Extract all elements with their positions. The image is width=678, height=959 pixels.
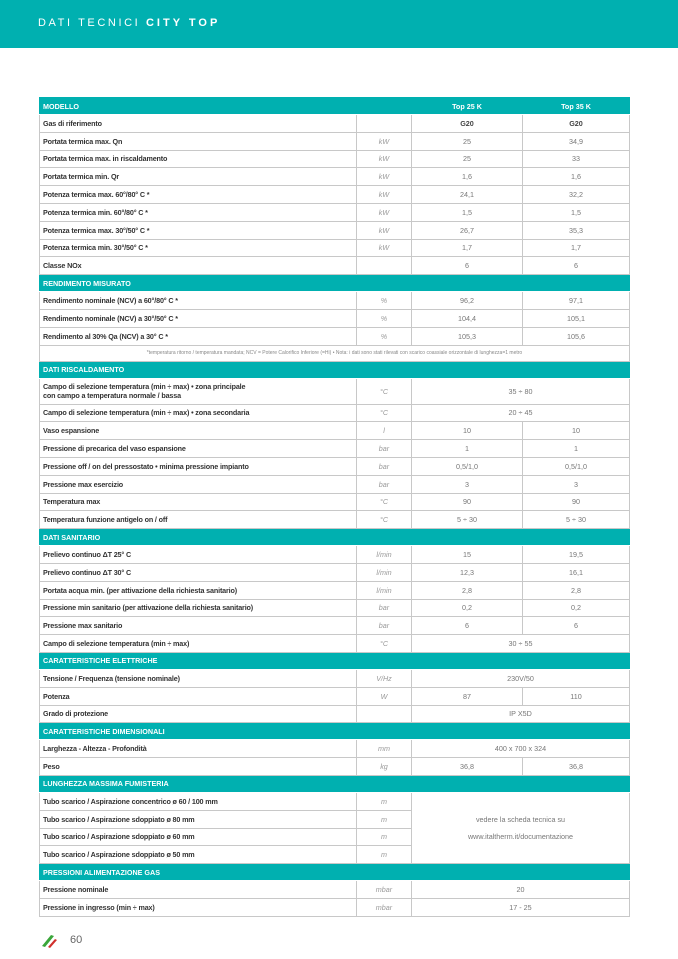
value-top35k: 1 bbox=[523, 440, 630, 458]
value-top25k: 5 ÷ 30 bbox=[412, 511, 523, 529]
value-top35k: G20 bbox=[523, 115, 630, 133]
col-header-top35k: Top 35 K bbox=[523, 98, 630, 115]
value-top25k: 1,7 bbox=[412, 239, 523, 257]
table-row bbox=[40, 115, 630, 133]
row-label bbox=[40, 257, 357, 275]
row-label-text: Tubo scarico / Aspirazione sdoppiato ø 60 mm bbox=[43, 832, 195, 842]
title-light: DATI TECNICI bbox=[38, 17, 141, 29]
value-top25k: 105,3 bbox=[412, 327, 523, 345]
value-top25k: 104,4 bbox=[412, 309, 523, 327]
row-label bbox=[40, 239, 357, 257]
section-title: DATI RISCALDAMENTO bbox=[40, 361, 630, 378]
section-title: PRESSIONI ALIMENTAZIONE GAS bbox=[40, 864, 630, 881]
value-top35k: 10 bbox=[523, 422, 630, 440]
table-row bbox=[40, 493, 630, 511]
value-top25k: 6 bbox=[412, 617, 523, 635]
table-row bbox=[40, 150, 630, 168]
row-unit: °C bbox=[357, 378, 412, 404]
row-unit: m bbox=[357, 846, 412, 864]
value-both-models: 230V/50 bbox=[412, 669, 630, 687]
row-label-text: Temperatura max bbox=[43, 497, 101, 507]
table-row bbox=[40, 669, 630, 687]
col-header-top25k: Top 25 K bbox=[412, 98, 523, 115]
value-top25k: 24,1 bbox=[412, 186, 523, 204]
row-label-text: Pressione nominale bbox=[43, 884, 109, 894]
row-label-text: Classe NOx bbox=[43, 261, 82, 271]
table-row bbox=[40, 292, 630, 310]
value-top25k: 0,5/1,0 bbox=[412, 457, 523, 475]
value-both-models bbox=[412, 792, 630, 863]
row-label bbox=[40, 203, 357, 221]
value-top25k: 87 bbox=[412, 687, 523, 705]
table-row bbox=[40, 705, 630, 723]
table-header-row bbox=[40, 98, 630, 115]
value-top35k: 105,1 bbox=[523, 309, 630, 327]
row-label-text: Potenza termica min. 30°/50° C * bbox=[43, 243, 148, 253]
row-unit: kW bbox=[357, 203, 412, 221]
row-label-text: Pressione off / on del pressostato • minima pressione impianto bbox=[43, 461, 249, 471]
row-label-text: Potenza termica min. 60°/80° C * bbox=[43, 207, 148, 217]
table-row bbox=[40, 617, 630, 635]
row-label-text: Tubo scarico / Aspirazione sdoppiato ø 80 mm bbox=[43, 814, 195, 824]
table-row bbox=[40, 378, 630, 404]
row-label bbox=[40, 422, 357, 440]
row-unit: m bbox=[357, 792, 412, 810]
value-top25k: 10 bbox=[412, 422, 523, 440]
value-top25k: 0,2 bbox=[412, 599, 523, 617]
section-title: DATI SANITARIO bbox=[40, 529, 630, 546]
row-label bbox=[40, 599, 357, 617]
row-label-text: Pressione max sanitario bbox=[43, 621, 123, 631]
row-unit: l/min bbox=[357, 563, 412, 581]
value-top35k: 33 bbox=[523, 150, 630, 168]
row-label bbox=[40, 327, 357, 345]
row-label bbox=[40, 309, 357, 327]
row-label bbox=[40, 493, 357, 511]
row-label-text: Pressione max esercizio bbox=[43, 479, 124, 489]
table-row bbox=[40, 257, 630, 275]
row-unit bbox=[357, 705, 412, 723]
row-label-text: Grado di protezione bbox=[43, 709, 109, 719]
value-top25k: 1 bbox=[412, 440, 523, 458]
row-label bbox=[40, 186, 357, 204]
row-unit: mbar bbox=[357, 881, 412, 899]
title-bold: CITY TOP bbox=[145, 17, 221, 29]
row-label bbox=[40, 705, 357, 723]
row-label-text: Campo di selezione temperatura (min ÷ max) • zona principale bbox=[43, 382, 246, 392]
value-top35k: 1,5 bbox=[523, 203, 630, 221]
row-label bbox=[40, 378, 357, 404]
table-row bbox=[40, 687, 630, 705]
value-both-models: 17 - 25 bbox=[412, 898, 630, 916]
value-top35k: 35,3 bbox=[523, 221, 630, 239]
table-row bbox=[40, 457, 630, 475]
table-row bbox=[40, 898, 630, 916]
value-top25k: 25 bbox=[412, 150, 523, 168]
footnote-row bbox=[40, 345, 630, 361]
row-label-text: Rendimento nominale (NCV) a 30°/50° C * bbox=[43, 313, 178, 323]
row-unit: l bbox=[357, 422, 412, 440]
row-label-text: Temperatura funzione antigelo on / off bbox=[43, 515, 168, 525]
section-title: LUNGHEZZA MASSIMA FUMISTERIA bbox=[40, 775, 630, 792]
row-unit: % bbox=[357, 327, 412, 345]
row-label bbox=[40, 546, 357, 564]
row-label bbox=[40, 115, 357, 133]
row-unit: l/min bbox=[357, 581, 412, 599]
section-header bbox=[40, 864, 630, 881]
row-label bbox=[40, 292, 357, 310]
row-label bbox=[40, 132, 357, 150]
section-header bbox=[40, 775, 630, 792]
row-unit bbox=[357, 257, 412, 275]
row-unit: V/Hz bbox=[357, 669, 412, 687]
table-row bbox=[40, 758, 630, 776]
row-unit: W bbox=[357, 687, 412, 705]
value-both-models: 30 ÷ 55 bbox=[412, 635, 630, 653]
value-top35k: 0,5/1,0 bbox=[523, 457, 630, 475]
value-both-models: 400 x 700 x 324 bbox=[412, 740, 630, 758]
row-label bbox=[40, 898, 357, 916]
row-unit: kW bbox=[357, 132, 412, 150]
row-label-text: Pressione min sanitario (per attivazione della richiesta sanitario) bbox=[43, 603, 254, 613]
row-label-text: Larghezza - Altezza - Profondità bbox=[43, 744, 147, 754]
row-label bbox=[40, 440, 357, 458]
row-label-text: Portata termica max. in riscaldamento bbox=[43, 154, 168, 164]
row-unit: bar bbox=[357, 475, 412, 493]
table-row bbox=[40, 792, 630, 810]
row-label-text: Campo di selezione temperatura (min ÷ max) • zona secondaria bbox=[43, 408, 250, 418]
row-label bbox=[40, 563, 357, 581]
value-top35k: 105,6 bbox=[523, 327, 630, 345]
value-top35k: 3 bbox=[523, 475, 630, 493]
row-unit: m bbox=[357, 828, 412, 846]
row-label-text: Potenza bbox=[43, 691, 70, 701]
row-label-text: Portata acqua min. (per attivazione della richiesta sanitario) bbox=[43, 585, 238, 595]
col-header-model: MODELLO bbox=[40, 98, 412, 115]
see-datasheet-text: vedere la scheda tecnica su bbox=[475, 814, 566, 824]
value-both-models: 35 ÷ 80 bbox=[412, 378, 630, 404]
row-label-text: Tubo scarico / Aspirazione sdoppiato ø 50 mm bbox=[43, 850, 195, 860]
row-label-text: Tubo scarico / Aspirazione concentrico ø 60 / 100 mm bbox=[43, 796, 218, 806]
row-unit: °C bbox=[357, 493, 412, 511]
row-label-text: Tensione / Frequenza (tensione nominale) bbox=[43, 673, 180, 683]
value-top35k: 0,2 bbox=[523, 599, 630, 617]
row-unit: °C bbox=[357, 635, 412, 653]
row-label-text: Prelievo continuo ΔT 30° C bbox=[43, 567, 132, 577]
row-label-text: Portata termica max. Qn bbox=[43, 136, 123, 146]
table-row bbox=[40, 581, 630, 599]
row-unit: kW bbox=[357, 150, 412, 168]
row-label-text: Pressione in ingresso (min ÷ max) bbox=[43, 902, 155, 912]
row-label bbox=[40, 828, 357, 846]
value-top25k: 90 bbox=[412, 493, 523, 511]
row-label bbox=[40, 581, 357, 599]
header-bar bbox=[0, 0, 678, 48]
row-label-text: Campo di selezione temperatura (min ÷ max) bbox=[43, 639, 190, 649]
table-row bbox=[40, 186, 630, 204]
table-row bbox=[40, 132, 630, 150]
row-unit: kW bbox=[357, 186, 412, 204]
table-row bbox=[40, 309, 630, 327]
table-row bbox=[40, 239, 630, 257]
row-label bbox=[40, 150, 357, 168]
row-label-text: Potenza termica max. 30°/50° C * bbox=[43, 225, 150, 235]
row-label bbox=[40, 740, 357, 758]
section-header bbox=[40, 529, 630, 546]
row-unit: % bbox=[357, 292, 412, 310]
table-row bbox=[40, 740, 630, 758]
row-label bbox=[40, 168, 357, 186]
table-row bbox=[40, 511, 630, 529]
row-unit: bar bbox=[357, 617, 412, 635]
value-top25k: 1,6 bbox=[412, 168, 523, 186]
value-top25k: 12,3 bbox=[412, 563, 523, 581]
row-label bbox=[40, 457, 357, 475]
row-unit: m bbox=[357, 810, 412, 828]
spec-table bbox=[39, 97, 630, 917]
row-label bbox=[40, 635, 357, 653]
row-label bbox=[40, 669, 357, 687]
value-top25k: 6 bbox=[412, 257, 523, 275]
row-label-text: Prelievo continuo ΔT 25° C bbox=[43, 550, 132, 560]
footnote: *temperatura ritorno / temperatura mandata; NCV = Potere Calorifico Inferiore (=Hi) • Nota: i dati sono stati rilevati con scarico coassiale orizzontale di lunghezza=1 metro bbox=[40, 345, 630, 361]
page-number: 60 bbox=[70, 934, 83, 946]
value-top35k: 1,7 bbox=[523, 239, 630, 257]
row-label-text: Rendimento al 30% Qa (NCV) a 30° C * bbox=[43, 331, 168, 341]
row-label bbox=[40, 758, 357, 776]
row-label bbox=[40, 475, 357, 493]
row-unit: l/min bbox=[357, 546, 412, 564]
value-top35k: 1,6 bbox=[523, 168, 630, 186]
value-top35k: 2,8 bbox=[523, 581, 630, 599]
row-unit bbox=[357, 115, 412, 133]
row-label-text: Rendimento nominale (NCV) a 60°/80° C * bbox=[43, 296, 178, 306]
value-top35k: 16,1 bbox=[523, 563, 630, 581]
value-top25k: 3 bbox=[412, 475, 523, 493]
row-unit: bar bbox=[357, 457, 412, 475]
value-top35k: 32,2 bbox=[523, 186, 630, 204]
value-top35k: 90 bbox=[523, 493, 630, 511]
value-top25k: 2,8 bbox=[412, 581, 523, 599]
row-label-text: Peso bbox=[43, 762, 60, 771]
footer bbox=[40, 932, 82, 948]
row-label-text-line2: con campo a temperatura normale / bassa bbox=[43, 391, 181, 401]
row-label-text: Portata termica min. Qr bbox=[43, 172, 120, 182]
table-row bbox=[40, 635, 630, 653]
table-row bbox=[40, 546, 630, 564]
row-label bbox=[40, 810, 357, 828]
value-both-models: 20 bbox=[412, 881, 630, 899]
row-unit: kW bbox=[357, 168, 412, 186]
value-top35k: 110 bbox=[523, 687, 630, 705]
row-label-text: Vaso espansione bbox=[43, 426, 100, 436]
value-top25k: 1,5 bbox=[412, 203, 523, 221]
table-row bbox=[40, 422, 630, 440]
value-top25k: 96,2 bbox=[412, 292, 523, 310]
row-label bbox=[40, 617, 357, 635]
table-row bbox=[40, 475, 630, 493]
row-unit: mbar bbox=[357, 898, 412, 916]
section-title: RENDIMENTO MISURATO bbox=[40, 275, 630, 292]
row-label bbox=[40, 792, 357, 810]
row-unit: kW bbox=[357, 221, 412, 239]
table-row bbox=[40, 563, 630, 581]
italian-flag-logo-icon bbox=[40, 932, 62, 948]
documentation-url: www.italtherm.it/documentazione bbox=[467, 832, 574, 841]
value-top25k: 36,8 bbox=[412, 758, 523, 776]
value-top35k: 6 bbox=[523, 617, 630, 635]
value-top35k: 97,1 bbox=[523, 292, 630, 310]
row-unit: mm bbox=[357, 740, 412, 758]
row-unit: % bbox=[357, 309, 412, 327]
value-top25k: 25 bbox=[412, 132, 523, 150]
section-header bbox=[40, 652, 630, 669]
row-label-text: Gas di riferimento bbox=[43, 118, 102, 128]
section-title: CARATTERISTICHE ELETTRICHE bbox=[40, 652, 630, 669]
table-row bbox=[40, 327, 630, 345]
value-both-models: IP X5D bbox=[412, 705, 630, 723]
section-title: CARATTERISTICHE DIMENSIONALI bbox=[40, 723, 630, 740]
row-label-text: Potenza termica max. 60°/80° C * bbox=[43, 190, 150, 200]
row-label bbox=[40, 404, 357, 422]
value-top25k: G20 bbox=[412, 115, 523, 133]
value-top25k: 26,7 bbox=[412, 221, 523, 239]
table-row bbox=[40, 221, 630, 239]
row-label bbox=[40, 881, 357, 899]
table-row bbox=[40, 440, 630, 458]
table-row bbox=[40, 168, 630, 186]
section-header bbox=[40, 723, 630, 740]
row-label bbox=[40, 221, 357, 239]
row-unit: °C bbox=[357, 511, 412, 529]
row-unit: bar bbox=[357, 440, 412, 458]
table-row bbox=[40, 881, 630, 899]
value-top35k: 19,5 bbox=[523, 546, 630, 564]
value-top35k: 34,9 bbox=[523, 132, 630, 150]
row-label bbox=[40, 687, 357, 705]
section-header bbox=[40, 361, 630, 378]
row-label-text: Pressione di precarica del vaso espansione bbox=[43, 444, 186, 454]
value-top35k: 6 bbox=[523, 257, 630, 275]
value-top35k: 36,8 bbox=[523, 758, 630, 776]
page-title bbox=[38, 17, 220, 29]
row-unit: kW bbox=[357, 239, 412, 257]
value-top35k: 5 ÷ 30 bbox=[523, 511, 630, 529]
row-unit: kg bbox=[357, 758, 412, 776]
row-unit: °C bbox=[357, 404, 412, 422]
section-header bbox=[40, 275, 630, 292]
table-row bbox=[40, 404, 630, 422]
value-top25k: 15 bbox=[412, 546, 523, 564]
row-label bbox=[40, 846, 357, 864]
row-label bbox=[40, 511, 357, 529]
row-unit: bar bbox=[357, 599, 412, 617]
value-both-models: 20 ÷ 45 bbox=[412, 404, 630, 422]
table-row bbox=[40, 599, 630, 617]
table-row bbox=[40, 203, 630, 221]
